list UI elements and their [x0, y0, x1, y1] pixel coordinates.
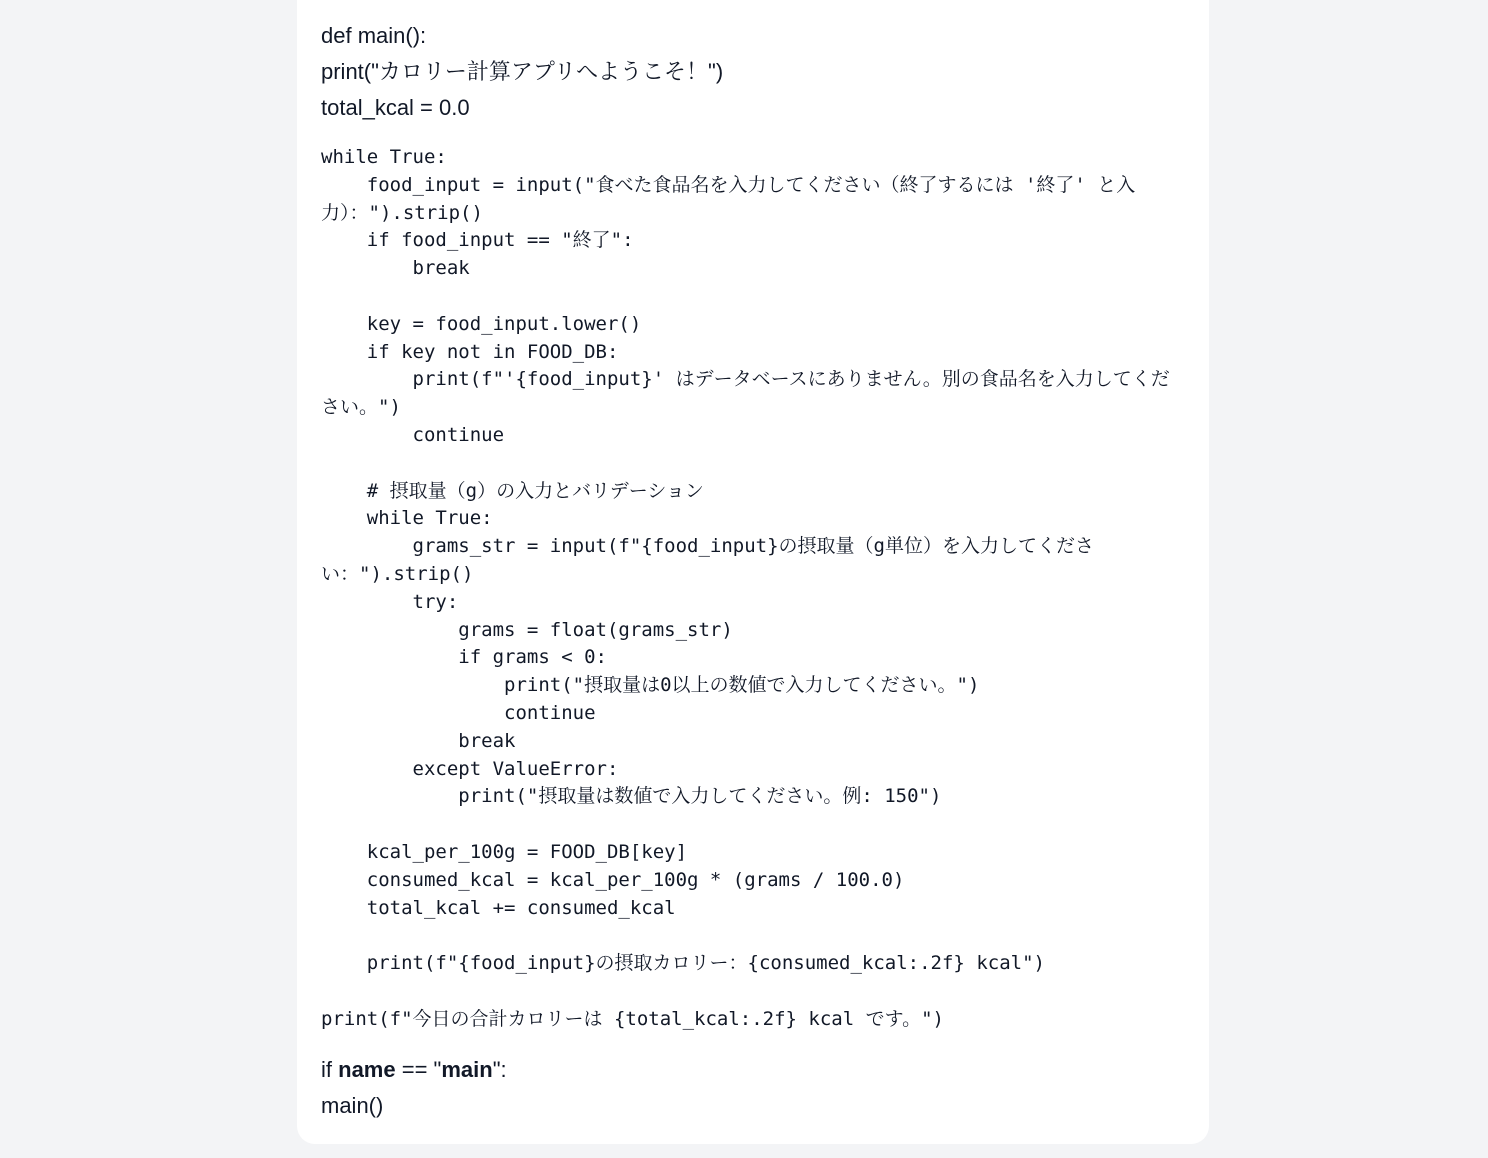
code-line: total_kcal += consumed_kcal: [321, 896, 676, 919]
code-line: break: [321, 257, 470, 280]
code-line: [321, 811, 1185, 839]
code-line: try:: [321, 590, 459, 613]
code-line: kcal_per_100g = FOOD_DB[key]: [321, 840, 688, 863]
code-line: if grams < 0:: [321, 646, 607, 669]
text-line-if-name-main: [321, 1052, 1185, 1088]
code-line: key = food_input.lower(): [321, 312, 642, 335]
code-line: except ValueError:: [321, 757, 619, 780]
code-line: print(f"'{food_input}' はデータベースにありません。別の食品名を入力してくだ: [321, 368, 1170, 391]
code-line: print(f"{food_input}の摂取カロリー：{consumed_kcal:.2f} kcal"): [321, 952, 1045, 975]
code-line: food_input = input("食べた食品名を入力してください（終了するには '終了' と入: [321, 173, 1136, 196]
bold-main: main: [441, 1056, 493, 1082]
code-line: # 摂取量（g）の入力とバリデーション: [321, 479, 704, 502]
code-line: い：").strip(): [321, 562, 474, 585]
code-line: [321, 922, 1185, 950]
if-suffix: ":: [492, 1056, 507, 1082]
if-middle: == ": [395, 1056, 442, 1082]
code-line: while True:: [321, 507, 493, 530]
code-block: [321, 144, 1185, 1034]
message-card: [297, 0, 1209, 1144]
code-line: print(f"今日の合計カロリーは {total_kcal:.2f} kcal です。"): [321, 1007, 944, 1030]
code-line: [321, 978, 1185, 1006]
code-line: さい。"): [321, 396, 401, 419]
code-line: continue: [321, 423, 505, 446]
code-line: if key not in FOOD_DB:: [321, 340, 619, 363]
code-line: [321, 450, 1185, 478]
code-line: print("摂取量は0以上の数値で入力してください。"): [321, 674, 980, 697]
code-line: [321, 283, 1185, 311]
code-line: continue: [321, 701, 596, 724]
code-line: grams_str = input(f"{food_input}の摂取量（g単位）を入力してくださ: [321, 535, 1094, 558]
code-line: consumed_kcal = kcal_per_100g * (grams / 100.0): [321, 868, 905, 891]
message-content: [321, 18, 1185, 1124]
code-line: while True:: [321, 146, 447, 168]
code-line: print("摂取量は数値で入力してください。例: 150"): [321, 785, 942, 808]
code-line: if food_input == "終了":: [321, 229, 634, 252]
bold-name: name: [338, 1056, 396, 1082]
code-line: break: [321, 729, 516, 752]
text-line-total-kcal: total_kcal = 0.0: [321, 95, 470, 120]
text-line-main-call: main(): [321, 1092, 384, 1118]
text-line-def-main: def main():: [321, 23, 427, 48]
if-prefix: if: [321, 1056, 339, 1082]
text-line-print-welcome: print("カロリー計算アプリへようこそ！"): [321, 59, 724, 84]
bottom-prose: [321, 1052, 1185, 1124]
code-line: 力）：").strip(): [321, 201, 483, 224]
code-line: grams = float(grams_str): [321, 618, 733, 641]
